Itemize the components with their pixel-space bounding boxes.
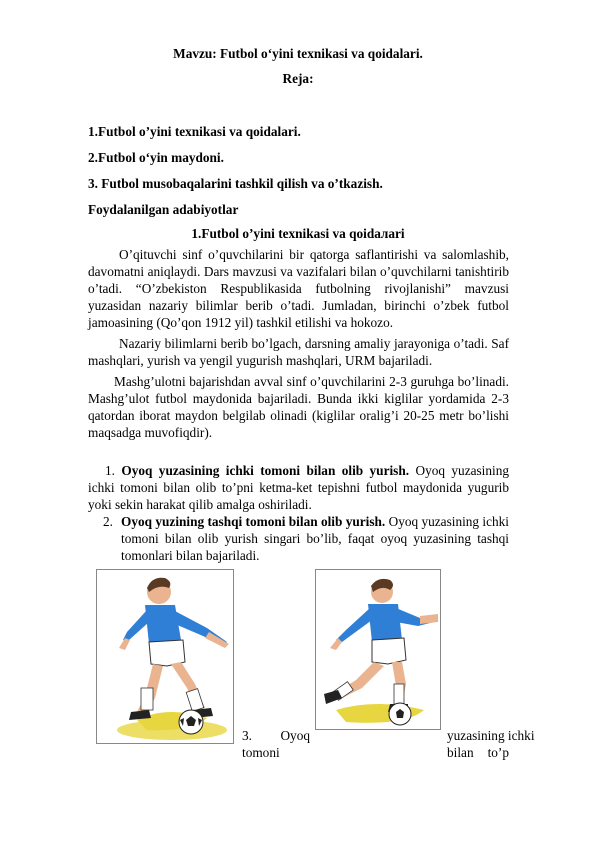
- references-heading: Foydalanilgan adabiyotlar: [88, 202, 239, 217]
- exercise-title: Oyoq yuzining tashqi tomoni bilan olib yurish.: [121, 514, 386, 529]
- paragraph-intro: O’qituvchi sinf o’quvchilarini bir qatorga saflantirishi va salomlashib, davomatni aniqlaydi. Dars mavzusi va vazifalari bilan o’quvchilarni tanishtirib o’tadi. “O’zbekiston Respublikasida futbolning rivojlanishi” mavzusi yuzasidan nazariy bilimlar berib o’tadi. Jumladan, birinchi o’zbek futbol jamoasining (Qo’qon 1912 yil) tashkil etilishi va hokozo.: [88, 247, 509, 330]
- football-player-illustration: [316, 570, 440, 729]
- exercise-3-number-word: 3. Oyoq: [242, 728, 310, 743]
- plan-item-1: 1.Futbol o’yini texnikasi va qoidalari.: [88, 124, 301, 139]
- paragraph-theory: Nazariy bilimlarni berib bo’lgach, darsning amaliy jarayoniga o’tadi. Saf mashqlari, yurish va yengil yugurish mashqlari, URM bajariladi.: [88, 336, 509, 368]
- document-title: Mavzu: Futbol o‘yini texnikasi va qoidalari.: [173, 46, 423, 61]
- paragraph-groups: Mashg’ulotni bajarishdan avval sinf o’quvchilarini 2-3 guruhga bo’linadi. Mashg’ulot futbol maydonida bajariladi. Bunda ikki kiglilar yordamida 2-3 qatordan iborat maydon belgilab olinadi (kiglilar oralig’i 20-25 metr bo’lishi maqsadga muvofiqdir).: [88, 374, 509, 440]
- plan-item-3: 3. Futbol musobaqalarini tashkil qilish va o’tkazish.: [88, 176, 383, 191]
- football-player-illustration: [97, 570, 233, 743]
- exercise-text: Oyoq yuzasining ichki tomoni bilan olib yurish singari bo’lib, faqat oyoq yuzasining tashqi tomonlari bilan bajariladi.: [121, 514, 510, 563]
- figure-player-inner-foot: [96, 569, 234, 744]
- plan-item-2: 2.Futbol o‘yin maydoni.: [88, 150, 224, 165]
- exercise-item-2: [103, 513, 509, 564]
- exercise-item-1: [88, 462, 509, 513]
- exercise-number: 1.: [105, 463, 115, 478]
- exercise-number: 2.: [103, 514, 113, 529]
- exercise-3-text-right-2a: bilan: [447, 745, 474, 760]
- plan-heading: Reja:: [282, 71, 314, 86]
- exercise-text: Oyoq yuzasining ichki tomoni bilan olib to’pni ketma-ket tepishni futbol maydonida yugurib yoki sekin harakat qilib amalga oshiriladi.: [88, 463, 510, 512]
- exercise-3-text-right-2b: to’p: [487, 745, 509, 760]
- exercise-3-text-right-1: yuzasining ichki: [447, 728, 535, 743]
- exercise-3-word-tomoni: tomoni: [242, 745, 280, 760]
- section-heading: 1.Futbol o’yini texnikasi va qoidaлari: [191, 226, 405, 241]
- exercise-title: Oyoq yuzasining ichki tomoni bilan olib yurish.: [121, 463, 410, 478]
- figure-player-outer-foot: [315, 569, 441, 730]
